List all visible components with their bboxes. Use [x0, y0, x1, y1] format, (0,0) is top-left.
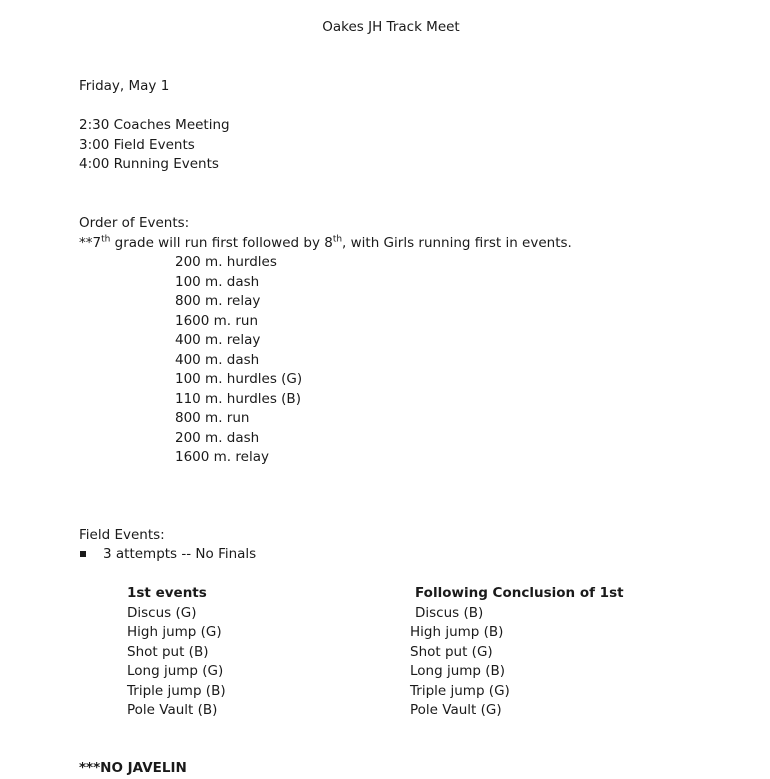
- order-note-sup: th: [332, 234, 343, 244]
- field-event: Long jump (B): [410, 663, 506, 679]
- running-event: 1600 m. run: [175, 312, 259, 329]
- field-bullet-text: 3 attempts -- No Finals: [103, 546, 257, 562]
- field-event: Pole Vault (B): [127, 702, 218, 718]
- field-event: Discus (B): [415, 604, 484, 621]
- order-note-sup: th: [101, 234, 111, 244]
- running-event: 200 m. dash: [175, 429, 260, 446]
- running-event: 110 m. hurdles (B): [175, 390, 301, 407]
- following-events-column: [410, 584, 624, 721]
- running-event: 800 m. relay: [175, 293, 261, 309]
- running-event: 100 m. hurdles (G): [175, 371, 303, 387]
- field-event: Pole Vault (G): [410, 702, 502, 718]
- running-event: 100 m. dash: [175, 273, 260, 290]
- document-title: Oakes JH Track Meet: [322, 19, 460, 35]
- running-event: 800 m. run: [175, 410, 250, 426]
- field-event: High jump (G): [127, 624, 222, 640]
- field-event: Shot put (G): [410, 643, 493, 660]
- field-event: Triple jump (G): [410, 682, 510, 699]
- footer-note: ***NO JAVELIN: [79, 760, 187, 776]
- schedule-item: 2:30 Coaches Meeting: [79, 117, 230, 133]
- running-event: 200 m. hurdles: [175, 254, 277, 270]
- field-event: Long jump (G): [127, 663, 224, 679]
- running-event: 400 m. relay: [175, 332, 261, 348]
- running-event: 400 m. dash: [175, 351, 260, 368]
- order-note-prefix: **7: [79, 234, 102, 251]
- field-heading: Field Events:: [79, 527, 165, 543]
- following-events-heading: Following Conclusion of 1st: [415, 585, 624, 601]
- schedule-item: 3:00 Field Events: [79, 136, 195, 153]
- field-event: High jump (B): [410, 624, 504, 640]
- order-note: [79, 234, 572, 254]
- running-events-list: [175, 253, 302, 468]
- field-event: Triple jump (B): [127, 682, 226, 699]
- field-event: Shot put (B): [127, 643, 209, 660]
- order-note-middle: grade will run first followed by 8: [110, 234, 333, 251]
- meet-date: Friday, May 1: [79, 78, 170, 94]
- order-heading: Order of Events:: [79, 215, 190, 231]
- square-bullet-icon: [80, 551, 86, 557]
- schedule-item: 4:00 Running Events: [79, 156, 219, 172]
- first-events-heading: 1st events: [127, 585, 207, 601]
- running-event: 1600 m. relay: [175, 449, 269, 465]
- order-note-suffix: , with Girls running first in events.: [342, 234, 572, 251]
- field-event: Discus (G): [127, 604, 197, 621]
- first-events-column: [127, 584, 226, 721]
